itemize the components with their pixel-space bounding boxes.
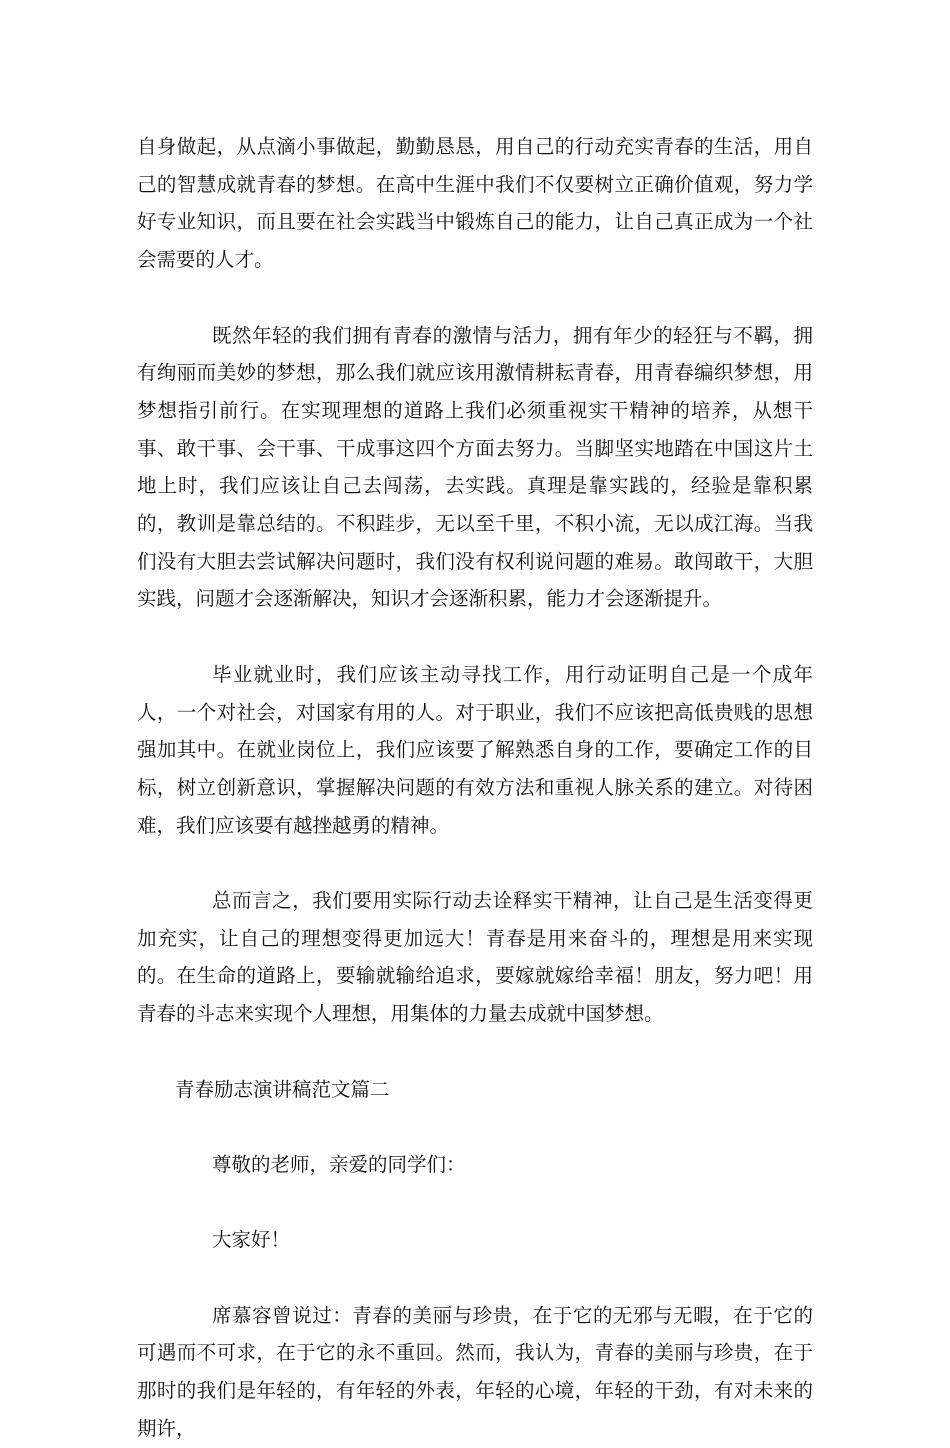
salutation: 尊敬的老师，亲爱的同学们： — [212, 1152, 466, 1176]
document-body — [137, 128, 813, 1448]
section-heading: 青春励志演讲稿范文篇二 — [175, 1077, 390, 1101]
paragraph-gap — [137, 279, 813, 317]
paragraph-gap — [137, 618, 813, 656]
paragraph-1: 自身做起，从点滴小事做起，勤勤恳恳，用自己的行动充实青春的生活，用自己的智慧成就青春的梦想。在高中生涯中我们不仅要树立正确价值观，努力学好专业知识，而且要在社会实践当中锻炼自己的能力，让自己真正成为一个社会需要的人才。 — [137, 135, 813, 272]
paragraph-gap — [137, 1184, 813, 1222]
paragraph-5: 席慕容曾说过：青春的美丽与珍贵，在于它的无邪与无暇，在于它的可遇而不可求，在于它的永不重回。然而，我认为，青春的美丽与珍贵，在于那时的我们是年轻的，有年轻的外表，年轻的心境，年轻的干劲，有对未来的期许， — [137, 1303, 813, 1440]
paragraph-3: 毕业就业时，我们应该主动寻找工作，用行动证明自己是一个成年人，一个对社会，对国家有用的人。对于职业，我们不应该把高低贵贱的思想强加其中。在就业岗位上，我们应该要了解熟悉自身的工作，要确定工作的目标，树立创新意识，掌握解决问题的有效方法和重视人脉关系的建立。对待困难，我们应该要有越挫越勇的精神。 — [137, 662, 813, 837]
paragraph-gap — [137, 1033, 813, 1071]
paragraph-gap — [137, 844, 813, 882]
greeting: 大家好！ — [212, 1228, 291, 1252]
paragraph-gap — [137, 1259, 813, 1297]
paragraph-gap — [137, 1108, 813, 1146]
paragraph-4: 总而言之，我们要用实际行动去诠释实干精神，让自己是生活变得更加充实，让自己的理想变得更加远大！青春是用来奋斗的，理想是用来实现的。在生命的道路上，要输就输给追求，要嫁就嫁给幸福！朋友，努力吧！用青春的斗志来实现个人理想，用集体的力量去成就中国梦想。 — [137, 889, 813, 1026]
paragraph-2: 既然年轻的我们拥有青春的激情与活力，拥有年少的轻狂与不羁，拥有绚丽而美妙的梦想，那么我们就应该用激情耕耘青春，用青春编织梦想，用梦想指引前行。在实现理想的道路上我们必须重视实干精神的培养，从想干事、敢干事、会干事、干成事这四个方面去努力。当脚坚实地踏在中国这片土地上时，我们应该让自己去闯荡，去实践。真理是靠实践的，经验是靠积累的，教训是靠总结的。不积跬步，无以至千里，不积小流，无以成江海。当我们没有大胆去尝试解决问题时，我们没有权利说问题的难易。敢闯敢干，大胆实践，问题才会逐渐解决，知识才会逐渐积累，能力才会逐渐提升。 — [137, 323, 813, 611]
